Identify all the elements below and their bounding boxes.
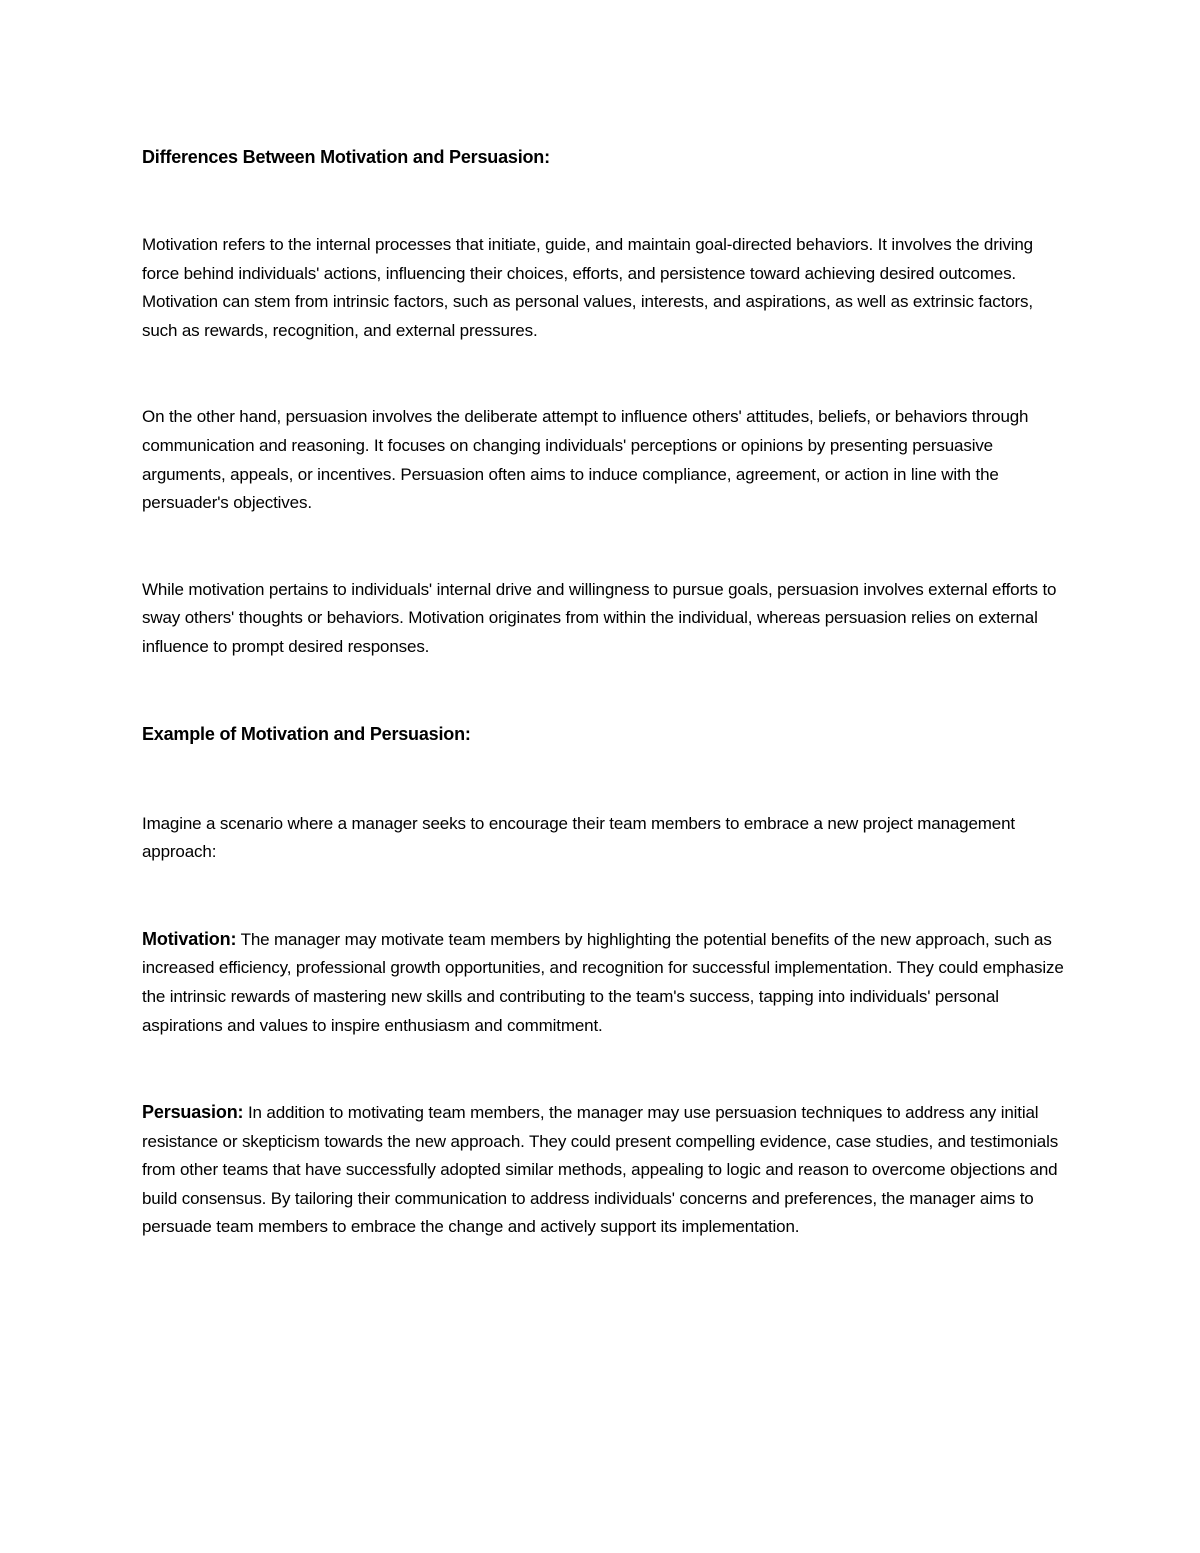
paragraph-persuasion-definition: On the other hand, persuasion involves the deliberate attempt to influence others' attitudes, beliefs, or behaviors through communication and reasoning. It focuses on changing individuals' perceptions or opinions by presenting persuasive arguments, appeals, or incentives. Persuasion often aims to induce compliance, agreement, or action in line with the persuader's objectives. — [142, 407, 1029, 513]
paragraph-persuasion-example — [142, 1098, 1067, 1242]
paragraph-motivation-example — [142, 925, 1067, 1040]
persuasion-example-text: In addition to motivating team members, the manager may use persuasion techniques to address any initial resistance or skepticism towards the new approach. They could present compelling evidence, case studies, and testimonials from other teams that have successfully adopted similar methods, appealing to logic and reason to overcome objections and build consensus. By tailoring their communication to address individuals' concerns and preferences, the manager aims to persuade team members to embrace the change and actively support its implementation. — [142, 1103, 1059, 1237]
motivation-example-text: The manager may motivate team members by highlighting the potential benefits of the new approach, such as increased efficiency, professional growth opportunities, and recognition for successful implementation. They could emphasize the intrinsic rewards of mastering new skills and contributing to the team's success, tapping into individuals' personal aspirations and values to inspire enthusiasm and commitment. — [142, 929, 1064, 1035]
paragraph-comparison: While motivation pertains to individuals' internal drive and willingness to pursue goals, persuasion involves external efforts to sway others' thoughts or behaviors. Motivation originates from within the individual, whereas persuasion relies on external influence to prompt desired responses. — [142, 579, 1057, 656]
paragraph-motivation-definition: Motivation refers to the internal processes that initiate, guide, and maintain goal-directed behaviors. It involves the driving force behind individuals' actions, influencing their choices, efforts, and persistence toward achieving desired outcomes. Motivation can stem from intrinsic factors, such as personal values, interests, and aspirations, as well as extrinsic factors, such as rewards, recognition, and external pressures. — [142, 235, 1033, 340]
paragraph-scenario-intro: Imagine a scenario where a manager seeks to encourage their team members to embrace a new project management approach: — [142, 813, 1015, 862]
section-heading-differences: Differences Between Motivation and Persuasion: — [142, 147, 550, 167]
document-body — [142, 143, 1067, 1242]
persuasion-label: Persuasion: — [142, 1102, 244, 1123]
motivation-label: Motivation: — [142, 928, 237, 949]
section-heading-example: Example of Motivation and Persuasion: — [142, 723, 471, 744]
